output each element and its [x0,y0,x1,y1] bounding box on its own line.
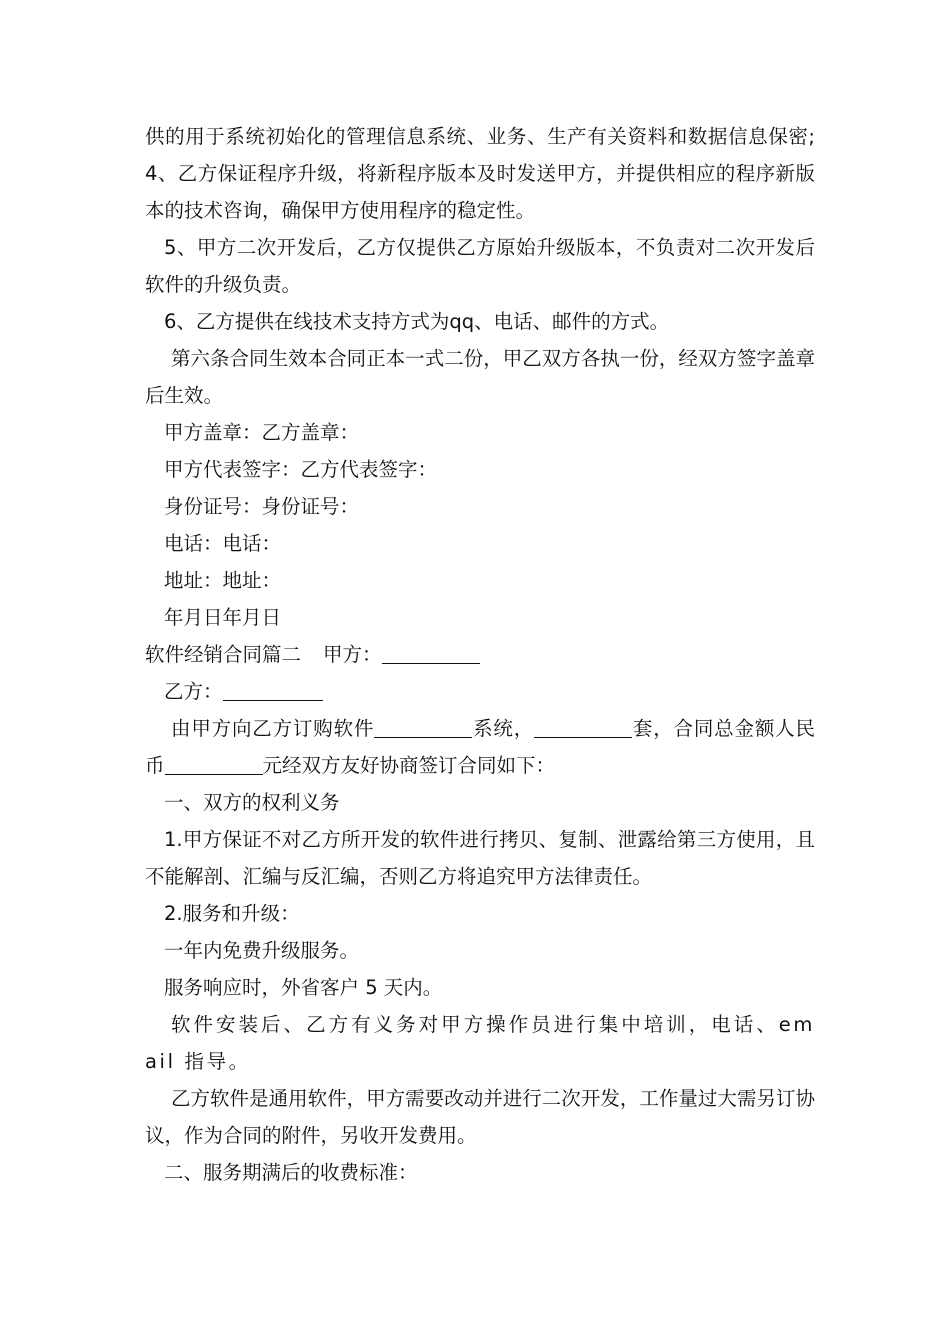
section-one-title: 一、双方的权利义务 [164,791,340,814]
paragraph-online-support: 6、乙方提供在线技术支持方式为qq、电话、邮件的方式。 [164,310,670,333]
paragraph-secondary-development: 5、甲方二次开发后，乙方仅提供乙方原始升级版本，不负责对二次开发后软件的升级负责。 [145,236,815,296]
item-one-paragraph: 1.甲方保证不对乙方所开发的软件进行拷贝、复制、泄露给第三方使用，且不能解剖、汇编与反汇编，否则乙方将追究甲方法律责任。 [145,828,815,888]
item-two-free-upgrade: 一年内免费升级服务。 [164,939,360,962]
signature-address-line: 地址：地址： [164,569,282,592]
item-two-heading: 2.服务和升级： [164,902,300,925]
amount-blank [165,752,263,775]
quantity-blank [534,715,632,738]
order-text-part1: 由甲方向乙方订购软件 [171,717,375,740]
party-b-line [145,673,815,710]
document-body [145,118,815,1191]
contract-two-header [145,636,815,673]
software-name-blank [374,715,472,738]
paragraph-confidentiality: 供的用于系统初始化的管理信息系统、业务、生产有关资料和数据信息保密;4、乙方保证程序升级，将新程序版本及时发送甲方，并提供相应的程序新版本的技术咨询，确保甲方使用程序的稳定性。 [145,125,815,222]
paragraph-order [145,710,815,784]
party-a-label: 甲方： [323,643,382,666]
signature-id-line: 身份证号：身份证号： [164,495,360,518]
section-two-title: 二、服务期满后的收费标准： [164,1161,418,1184]
order-text-part4: 元经双方友好协商签订合同如下： [262,754,556,777]
party-a-blank [382,641,480,664]
paragraph-article-six: 第六条合同生效本合同正本一式二份，甲乙双方各执一份，经双方签字盖章后生效。 [145,347,815,407]
item-two-custom-development: 乙方软件是通用软件，甲方需要改动并进行二次开发，工作量过大需另订协议，作为合同的附件，另收开发费用。 [145,1087,815,1147]
signature-date-line: 年月日年月日 [164,606,282,629]
item-two-response-time: 服务响应时，外省客户 5 天内。 [164,976,443,999]
signature-seal-line: 甲方盖章：乙方盖章： [164,421,360,444]
signature-phone-line: 电话：电话： [164,532,282,555]
party-b-blank [223,678,323,701]
order-text-part2: 系统， [472,717,535,740]
order-text-part3: 套，合同总金额人民币 [145,717,815,777]
signature-representative-line: 甲方代表签字：乙方代表签字： [164,458,438,481]
contract-two-title: 软件经销合同篇二 [145,643,302,666]
item-two-training: 软件安装后、乙方有义务对甲方操作员进行集中培训，电话、email 指导。 [145,1013,815,1073]
party-b-label: 乙方： [164,680,223,703]
